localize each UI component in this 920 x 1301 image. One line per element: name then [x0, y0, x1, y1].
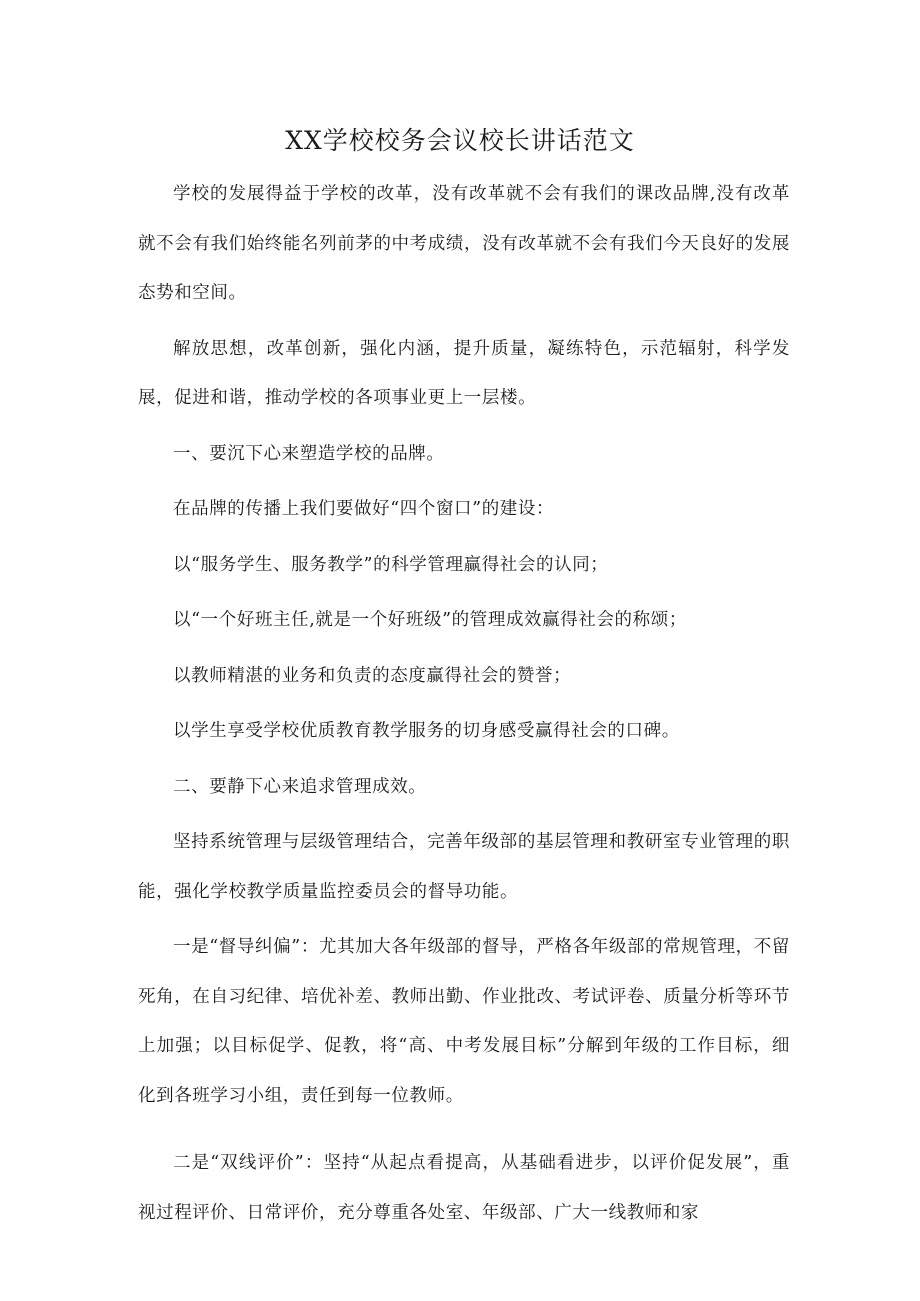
document-title: XX学校校务会议校长讲话范文 [285, 126, 635, 155]
paragraph-window-3: 以教师精湛的业务和负责的态度赢得社会的赞誉； [173, 665, 572, 686]
paragraph-window-2: 以“一个好班主任,就是一个好班级”的管理成效赢得社会的称颂； [173, 610, 687, 630]
paragraph-window-4: 以学生享受学校优质教育教学服务的切身感受赢得社会的口碑。 [173, 721, 680, 741]
paragraph-principles: 解放思想，改革创新，强化内涵，提升质量，凝练特色，示范辐射，科学发展，促进和谐，推动学校的各项事业更上一层楼。 [138, 338, 790, 408]
paragraph-supervision: 一是“督导纠偏”：尤其加大各年级部的督导，严格各年级部的常规管理，不留死角，在自习纪律、培优补差、教师出勤、作业批改、考试评卷、质量分析等环节上加强；以目标促学、促教，将“高、中考发展目标”分解到年级的工作目标，细化到各班学习小组，责任到每一位教师。 [138, 937, 790, 1106]
paragraph-window-1: 以“服务学生、服务教学”的科学管理赢得社会的认同； [173, 554, 609, 575]
paragraph-system-management: 坚持系统管理与层级管理结合，完善年级部的基层管理和教研室专业管理的职能，强化学校教学质量监控委员会的督导功能。 [138, 832, 790, 902]
paragraph-four-windows: 在品牌的传播上我们要做好“四个窗口”的建设： [173, 499, 555, 519]
section-heading-management: 二、要静下心来追求管理成效。 [173, 776, 427, 797]
section-heading-brand: 一、要沉下心来塑造学校的品牌。 [173, 443, 445, 464]
paragraph-dual-evaluation: 二是“双线评价”：坚持“从起点看提高，从基础看进步，以评价促发展”，重视过程评价、日常评价，充分尊重各处室、年级部、广大一线教师和家 [138, 1153, 790, 1223]
document-body [138, 170, 790, 1244]
paragraph-reform: 学校的发展得益于学校的改革，没有改革就不会有我们的课改品牌,没有改革就不会有我们始终能名列前茅的中考成绩，没有改革就不会有我们今天良好的发展态势和空间。 [138, 184, 790, 303]
